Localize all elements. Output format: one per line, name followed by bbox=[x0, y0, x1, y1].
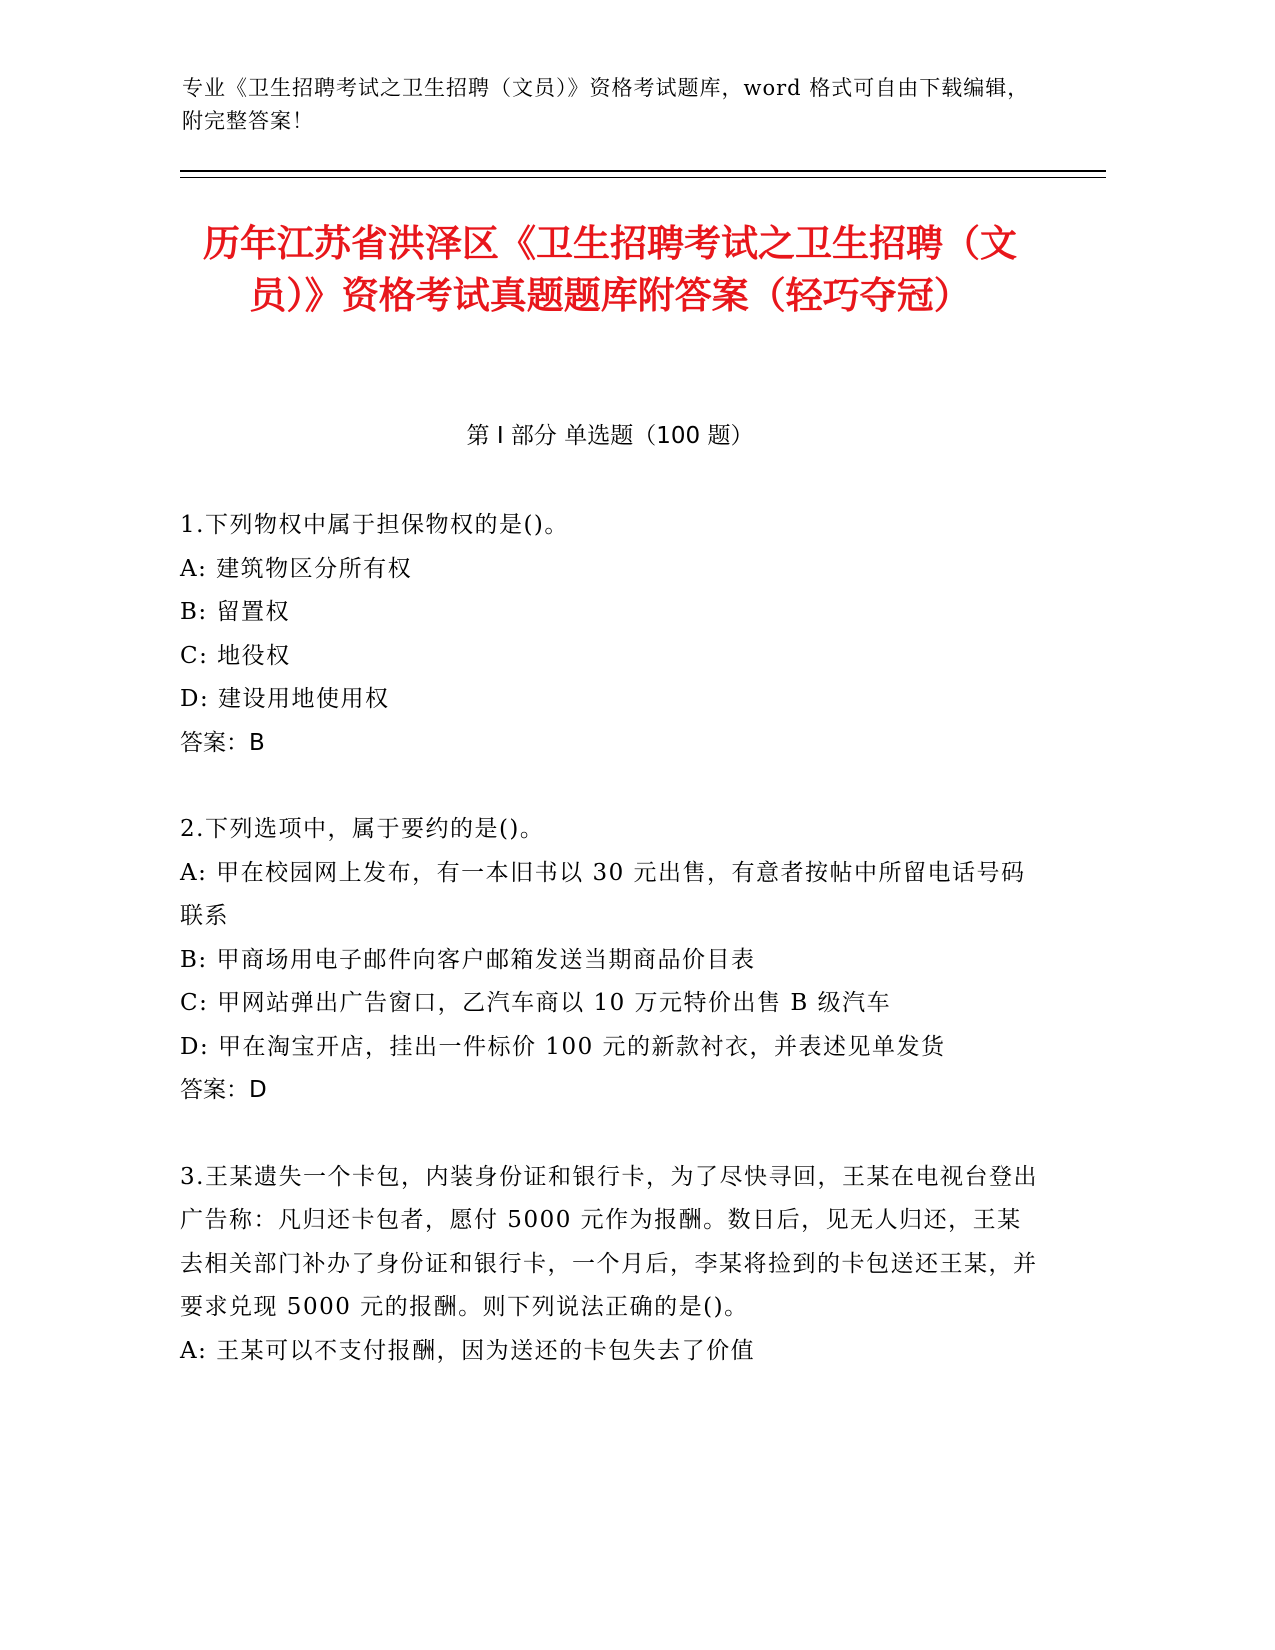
document-title: 历年江苏省洪泽区《卫生招聘考试之卫生招聘（文员）》资格考试真题题库附答案（轻巧夺冠） bbox=[203, 222, 1017, 317]
question-1 bbox=[180, 504, 1040, 765]
header-note: 专业《卫生招聘考试之卫生招聘（文员）》资格考试题库，word 格式可自由下载编辑，附完整答案！ bbox=[182, 76, 1030, 133]
question-stem: 1.下列物权中属于担保物权的是()。 bbox=[180, 512, 569, 538]
option-b: B: 甲商场用电子邮件向客户邮箱发送当期商品价目表 bbox=[180, 946, 756, 973]
question-stem: 3.王某遗失一个卡包，内装身份证和银行卡，为了尽快寻回，王某在电视台登出广告称：凡归还卡包者，愿付 5000 元作为报酬。数日后，见无人归还，王某去相关部门补办了身份证和银行卡，一个月后，李某将捡到的卡包送还王某，并要求兑现 5000 元的报酬。则下列说法正确的是()。 bbox=[180, 1163, 1038, 1320]
question-2 bbox=[180, 808, 1040, 1113]
question-3 bbox=[180, 1156, 1040, 1374]
option-c: C: 地役权 bbox=[180, 642, 291, 669]
question-list bbox=[180, 504, 1040, 1416]
option-a: A: 甲在校园网上发布，有一本旧书以 30 元出售，有意者按帖中所留电话号码联系 bbox=[180, 859, 1026, 929]
question-stem: 2.下列选项中，属于要约的是()。 bbox=[180, 816, 545, 842]
option-a: A: 王某可以不支付报酬，因为送还的卡包失去了价值 bbox=[180, 1337, 756, 1364]
option-d: D: 甲在淘宝开店，挂出一件标价 100 元的新款衬衣，并表述见单发货 bbox=[180, 1033, 946, 1060]
answer-line: 答案：B bbox=[180, 729, 265, 756]
option-a: A: 建筑物区分所有权 bbox=[180, 555, 413, 582]
header-divider-thin bbox=[180, 177, 1106, 178]
section-title: 第 I 部分 单选题（100 题） bbox=[466, 423, 754, 449]
option-c: C: 甲网站弹出广告窗口，乙汽车商以 10 万元特价出售 B 级汽车 bbox=[180, 990, 892, 1016]
header-divider-thick bbox=[180, 170, 1106, 172]
answer-line: 答案：D bbox=[180, 1077, 267, 1103]
option-d: D: 建设用地使用权 bbox=[180, 686, 390, 712]
option-b: B: 留置权 bbox=[180, 599, 290, 625]
